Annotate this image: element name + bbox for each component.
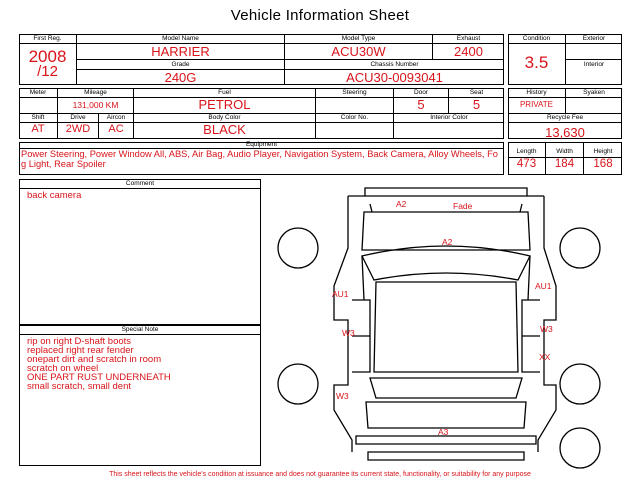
drive-value: 2WD <box>65 123 91 135</box>
height-value: 168 <box>593 158 613 170</box>
mileage-label: Mileage <box>84 89 107 96</box>
interior-color-label: Interior Color <box>430 114 468 121</box>
rear-bumper-outline <box>356 436 536 444</box>
history-value: PRIVATE <box>519 100 554 109</box>
comment-text: back camera <box>27 190 82 201</box>
disclaimer: This sheet reflects the vehicle's condition at issuance and does not guarantee its current state, functionality, or suitability for any purpose <box>109 471 531 478</box>
spare-wheel <box>560 428 600 468</box>
mileage-value: 131,000 KM <box>72 100 119 110</box>
special-note-line: onepart dirt and scratch in room <box>27 354 162 365</box>
exhaust-label: Exhaust <box>456 35 481 42</box>
damage-left-front-door: W3 <box>342 328 355 338</box>
damage-left-rear-door: W3 <box>336 391 349 401</box>
shift-label: Shift <box>31 114 45 121</box>
color-no-label: Color No. <box>340 114 369 121</box>
special-note-line: ONE PART RUST UNDERNEATH <box>27 372 171 383</box>
front-bumper-outline <box>365 188 527 196</box>
interior-label: Interior <box>583 61 605 68</box>
fuel-value: PETROL <box>198 97 251 112</box>
seat-value: 5 <box>472 97 481 112</box>
model-name-value: HARRIER <box>151 44 210 59</box>
model-type-label: Model Type <box>341 35 376 42</box>
width-label: Width <box>556 148 573 155</box>
history-label: History <box>526 89 547 96</box>
door-label: Door <box>413 89 429 96</box>
damage-front-bumper: A2 <box>396 199 407 209</box>
comment-label: Comment <box>125 180 155 187</box>
recycle-fee-label: Recycle Fee <box>546 114 584 121</box>
door-value: 5 <box>417 97 425 112</box>
damage-right-rear-door: XX <box>539 352 551 362</box>
rear-window-outline <box>370 378 522 398</box>
fuel-label: Fuel <box>218 89 231 96</box>
windshield-outline <box>362 246 530 280</box>
front-left-wheel <box>278 228 318 268</box>
aircon-label: Aircon <box>106 114 126 121</box>
special-note-line: replaced right rear fender <box>27 345 134 356</box>
body-color-value: BLACK <box>203 122 246 137</box>
grade-label: Grade <box>171 61 190 68</box>
chassis-number-label: Chassis Number <box>370 61 419 68</box>
rear-left-wheel <box>278 364 318 404</box>
special-note-line: rip on right D-shaft boots <box>27 336 132 347</box>
damage-left-front-fender: AU1 <box>332 289 349 299</box>
seat-label: Seat <box>469 89 484 96</box>
special-note-line: scratch on wheel <box>27 363 99 374</box>
damage-rear-bumper: A3 <box>438 427 449 437</box>
exterior-label: Exterior <box>582 35 606 42</box>
damage-front-fade: Fade <box>453 201 473 211</box>
equipment-label: Equipment <box>245 141 278 148</box>
first-reg-month: /12 <box>37 63 58 80</box>
body-color-label: Body Color <box>208 114 241 121</box>
rear-right-wheel <box>560 364 600 404</box>
recycle-fee-value: 13,630 <box>545 125 585 140</box>
aircon-value: AC <box>108 123 124 135</box>
body-left-outline <box>334 196 352 452</box>
roof-outline <box>374 282 518 372</box>
condition-value: 3.5 <box>524 53 549 72</box>
model-type-value: ACU30W <box>331 44 386 59</box>
syaken-label: Syaken <box>583 89 605 96</box>
steering-label: Steering <box>342 89 367 96</box>
height-label: Height <box>593 148 613 155</box>
first-reg-label: First Reg. <box>33 35 62 42</box>
first-reg-year: 2008 <box>28 47 67 66</box>
damage-right-front-fender: AU1 <box>535 281 552 291</box>
damage-right-front-door: W3 <box>540 324 553 334</box>
equipment-value: Power Steering, Power Window All, ABS, Air Bag, Audio Player, Navigation System, Back Camera, Alloy Wheels, Fog Light, Rear Spoiler <box>21 149 498 169</box>
width-value: 184 <box>554 158 575 170</box>
condition-label: Condition <box>522 35 551 42</box>
exhaust-value: 2400 <box>454 44 483 59</box>
model-name-label: Model Name <box>162 35 199 42</box>
special-note-line: small scratch, small dent <box>27 381 132 392</box>
meter-label: Meter <box>29 89 47 96</box>
damage-hood: A2 <box>442 237 453 247</box>
shift-value: AT <box>31 123 45 135</box>
length-label: Length <box>516 148 537 155</box>
special-note-label: Special Note <box>121 326 159 333</box>
front-right-wheel <box>560 228 600 268</box>
drive-label: Drive <box>70 114 86 121</box>
sheet-title: Vehicle Information Sheet <box>230 7 410 24</box>
grade-value: 240G <box>164 70 197 85</box>
tailgate-outline <box>366 402 526 428</box>
chassis-number-value: ACU30-0093041 <box>346 70 443 85</box>
length-value: 473 <box>516 158 537 170</box>
